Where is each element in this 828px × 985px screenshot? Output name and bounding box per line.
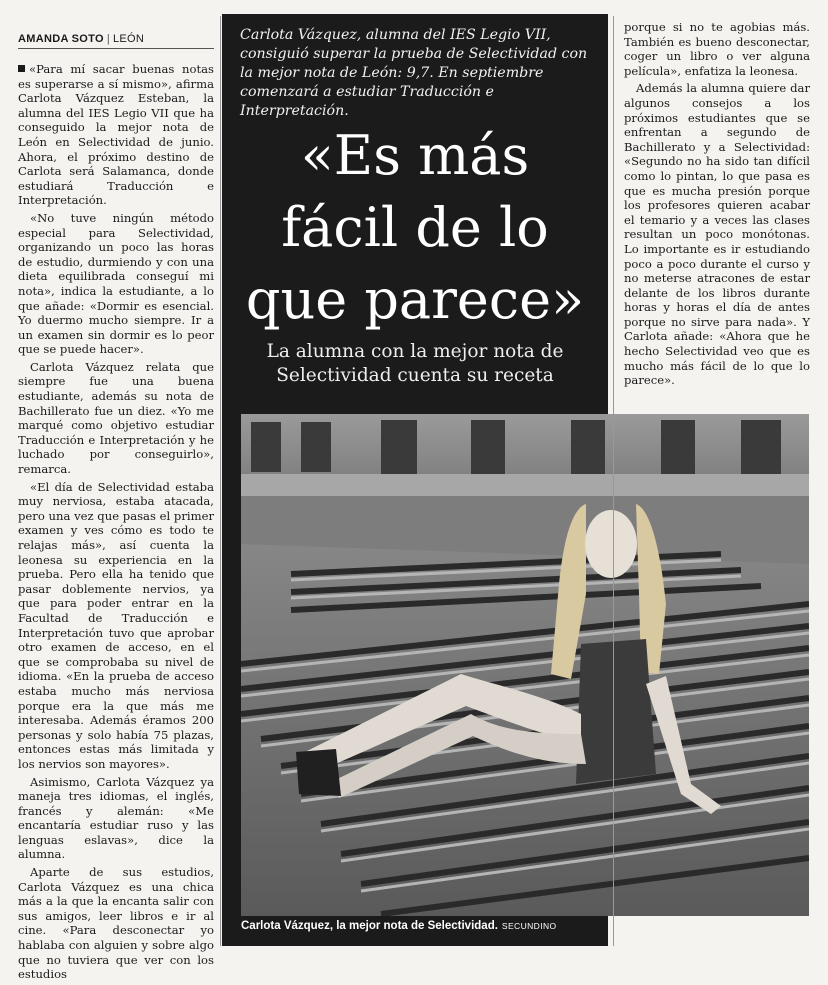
column-rule-right <box>613 16 614 946</box>
article-paragraph: «No tuve ningún método especial para Selectividad, organizando un poco las horas de estudio, durmiendo y con una dieta equilibrada conseguí mi nota», indica la estudiante, a lo que añade: «Dormir es esencial. Yo duermo mucho siempre. Ir a un examen sin dormir es lo peor que se puede hacer». <box>18 210 214 357</box>
headline-line: que parece» <box>245 268 585 331</box>
byline <box>18 33 214 49</box>
paragraph-bullet-icon <box>18 65 25 72</box>
byline-separator: | <box>106 33 110 45</box>
article-paragraph: Carlota Vázquez relata que siempre fue una buena estudiante, además su nota de Bachillerato fue un diez. «Yo me marqué como objetivo estudiar Traducción e Interpretación y he luchado por conseguirlo», remarca. <box>18 359 214 477</box>
headline <box>222 120 608 336</box>
headline-line: «Es más <box>300 124 530 187</box>
headline-line: fácil de lo <box>281 196 549 259</box>
article-photo <box>241 414 809 916</box>
byline-author: AMANDA SOTO <box>18 33 104 45</box>
article-paragraph: Asimismo, Carlota Vázquez ya maneja tres idiomas, el inglés, francés y alemán: «Me encantaría estudiar ruso y las lenguas eslavas», dice la alumna. <box>18 774 214 862</box>
byline-location: LEÓN <box>112 33 145 45</box>
article-paragraph: Además la alumna quiere dar algunos consejos a los próximos estudiantes que se enfrentan a segundo de Bachillerato y a Selectividad: «Segundo no ha sido tan difícil como lo pintan, lo que pasa es que es mucha presión porque los profesores quieren acabar el temario y a veces las clases resultan un poco monótonas. Lo importante es ir estudiando poco a poco durante el curso y no meterse atracones de estar delante de los libros durante horas y horas el día de antes porque no sirve para nada». Y Carlota añade: «Ahora que he hecho Selectividad veo que es mucho más fácil de lo que lo parece». <box>624 81 810 388</box>
photo-credit: SECUNDINO <box>501 921 557 931</box>
subheadline-line: Selectividad cuenta su receta <box>276 365 554 386</box>
subheadline <box>222 340 608 388</box>
intro-text: Carlota Vázquez, alumna del IES Legio VII, consiguió superar la prueba de Selectividad con la mejor nota de León: 9,7. En septiembre comenzará a estudiar Traducción e Interpretación. <box>240 27 588 119</box>
subheadline-line: La alumna con la mejor nota de <box>266 341 564 362</box>
left-column <box>18 62 214 985</box>
article-paragraph: porque si no te agobias más. También es bueno desconectar, coger un libro o ver alguna película», enfatiza la leonesa. <box>624 20 810 78</box>
article-paragraph: «El día de Selectividad estaba muy nerviosa, estaba atacada, pero una vez que pasas el primer examen y ves cómo es todo te relajas más», así cuenta la leonesa su experiencia en la prueba. Pero ella ha tenido que pasar doblemente nervios, ya que para poder entrar en la Facultad de Traducción e Interpretación tuvo que aprobar otro examen de acceso, en el que se comprobaba su nivel de idioma. «En la prueba de acceso estaba mucho más nerviosa porque era la que más me interesaba. Además éramos 200 personas y solo había 75 plazas, entonces estas más limitada y los nervios son mayores». <box>18 479 214 771</box>
column-rule-left <box>220 16 221 946</box>
photo-caption <box>241 920 601 932</box>
article-paragraph: Aparte de sus estudios, Carlota Vázquez es una chica más a la que la encanta salir con sus amigos, leer libros e ir al cine. «Para desconectar yo hablaba con alguien y sobre algo que no tuviera que ver con los estudios <box>18 865 214 982</box>
caption-text: Carlota Vázquez, la mejor nota de Selectividad. <box>241 920 498 932</box>
article-paragraph: «Para mí sacar buenas notas es superarse a sí mismo», afirma Carlota Vázquez Esteban, la alumna del IES Legio VII que ha conseguido la mejor nota de León en Selectividad de junio. Ahora, el próximo destino de Carlota será Salamanca, donde estudiará Traducción e Interpretación. <box>18 62 214 208</box>
photo-illustration <box>241 414 809 916</box>
right-column <box>624 20 810 391</box>
